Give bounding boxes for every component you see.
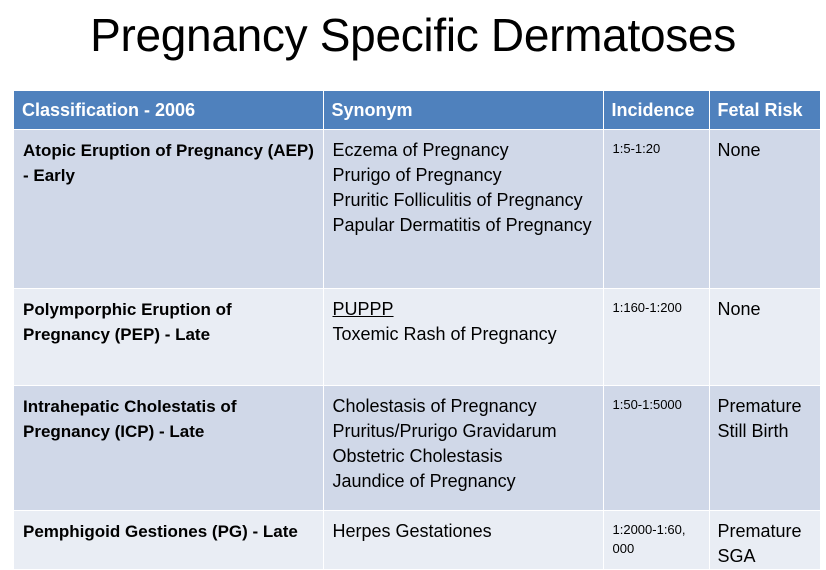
synonym-item: PUPPP [332, 299, 394, 319]
synonym-cell [323, 386, 603, 511]
header-fetal-risk: Fetal Risk [709, 91, 820, 130]
synonym-item: Cholestasis of Pregnancy [332, 396, 537, 416]
classification-cell: Polymporphic Eruption of Pregnancy (PEP) - Late [14, 289, 323, 386]
synonym-item: Pruritic Folliculitis of Pregnancy [332, 190, 583, 210]
incidence-cell: 1:50-1:5000 [603, 386, 709, 511]
incidence-cell: 1:2000-1:60, 000 [603, 511, 709, 570]
header-classification: Classification - 2006 [14, 91, 323, 130]
header-synonym: Synonym [323, 91, 603, 130]
synonym-cell [323, 289, 603, 386]
fetal-risk-cell: None [709, 289, 820, 386]
classification-cell: Intrahepatic Cholestatis of Pregnancy (ICP) - Late [14, 386, 323, 511]
table-row [14, 289, 820, 386]
table-header-row [14, 91, 820, 130]
synonym-item: Eczema of Pregnancy [332, 140, 509, 160]
classification-cell: Pemphigoid Gestiones (PG) - Late [14, 511, 323, 570]
incidence-cell: 1:5-1:20 [603, 130, 709, 289]
fetal-risk-cell: Premature SGA [709, 511, 820, 570]
synonym-item: Herpes Gestationes [332, 521, 492, 541]
table-row [14, 511, 820, 570]
table-row [14, 130, 820, 289]
synonym-item: Toxemic Rash of Pregnancy [332, 324, 557, 344]
synonym-item: Prurigo of Pregnancy [332, 165, 502, 185]
slide-title: Pregnancy Specific Dermatoses [90, 9, 736, 61]
synonym-cell [323, 130, 603, 289]
synonym-item: Papular Dermatitis of Pregnancy [332, 215, 592, 235]
synonym-item: Pruritus/Prurigo Gravidarum [332, 421, 557, 441]
header-incidence: Incidence [603, 91, 709, 130]
dermatoses-table [14, 91, 820, 570]
fetal-risk-cell: Premature Still Birth [709, 386, 820, 511]
classification-cell: Atopic Eruption of Pregnancy (AEP) - Early [14, 130, 323, 289]
table-row [14, 386, 820, 511]
synonym-item: Obstetric Cholestasis [332, 446, 503, 466]
fetal-risk-cell: None [709, 130, 820, 289]
incidence-cell: 1:160-1:200 [603, 289, 709, 386]
synonym-cell [323, 511, 603, 570]
synonym-item: Jaundice of Pregnancy [332, 471, 516, 491]
